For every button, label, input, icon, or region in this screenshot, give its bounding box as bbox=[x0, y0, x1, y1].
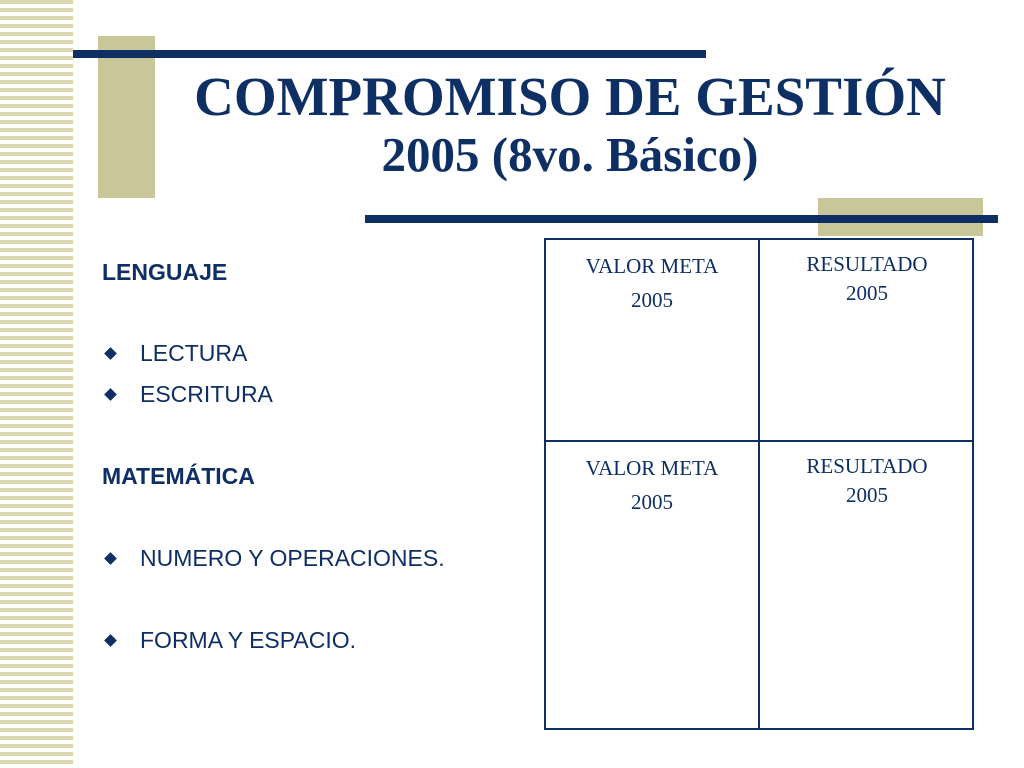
slide-title-line2: 2005 (8vo. Básico) bbox=[381, 126, 759, 182]
table-cell-valor-meta-matematica bbox=[546, 442, 760, 728]
cell-label: RESULTADO bbox=[806, 252, 928, 276]
cell-year: 2005 bbox=[846, 482, 888, 507]
cell-year: 2005 bbox=[631, 287, 673, 312]
section-heading-lenguaje: LENGUAJE bbox=[102, 259, 228, 285]
cell-year: 2005 bbox=[631, 489, 673, 514]
list-item bbox=[102, 620, 532, 661]
spacer bbox=[102, 496, 532, 538]
table-cell-resultado-lenguaje bbox=[760, 240, 974, 442]
list-item bbox=[102, 538, 532, 579]
list-item bbox=[102, 374, 532, 415]
top-rule bbox=[73, 50, 706, 58]
cell-year: 2005 bbox=[846, 280, 888, 305]
spacer bbox=[102, 579, 532, 620]
diamond-bullet-icon bbox=[104, 388, 117, 401]
section-heading-matematica: MATEMÁTICA bbox=[102, 463, 255, 489]
spacer bbox=[102, 415, 532, 456]
subject-list bbox=[102, 252, 532, 661]
list-item-label: ESCRITURA bbox=[140, 381, 273, 407]
list-item-label: LECTURA bbox=[140, 340, 248, 366]
cell-label: RESULTADO bbox=[806, 454, 928, 478]
table-cell-resultado-matematica bbox=[760, 442, 974, 728]
cell-label: VALOR META bbox=[585, 456, 719, 480]
diamond-bullet-icon bbox=[104, 347, 117, 360]
bottom-rule bbox=[365, 215, 998, 223]
slide-title bbox=[140, 66, 1000, 182]
spacer bbox=[102, 292, 532, 333]
cell-label: VALOR META bbox=[585, 254, 719, 278]
results-table bbox=[544, 238, 974, 730]
left-stripe-decoration bbox=[0, 0, 73, 768]
list-item-label: FORMA Y ESPACIO. bbox=[140, 627, 357, 653]
table-cell-valor-meta-lenguaje bbox=[546, 240, 760, 442]
diamond-bullet-icon bbox=[104, 634, 117, 647]
slide-title-line1: COMPROMISO DE GESTIÓN bbox=[194, 66, 946, 127]
diamond-bullet-icon bbox=[104, 552, 117, 565]
list-item-label: NUMERO Y OPERACIONES. bbox=[140, 545, 445, 571]
list-item bbox=[102, 333, 532, 374]
